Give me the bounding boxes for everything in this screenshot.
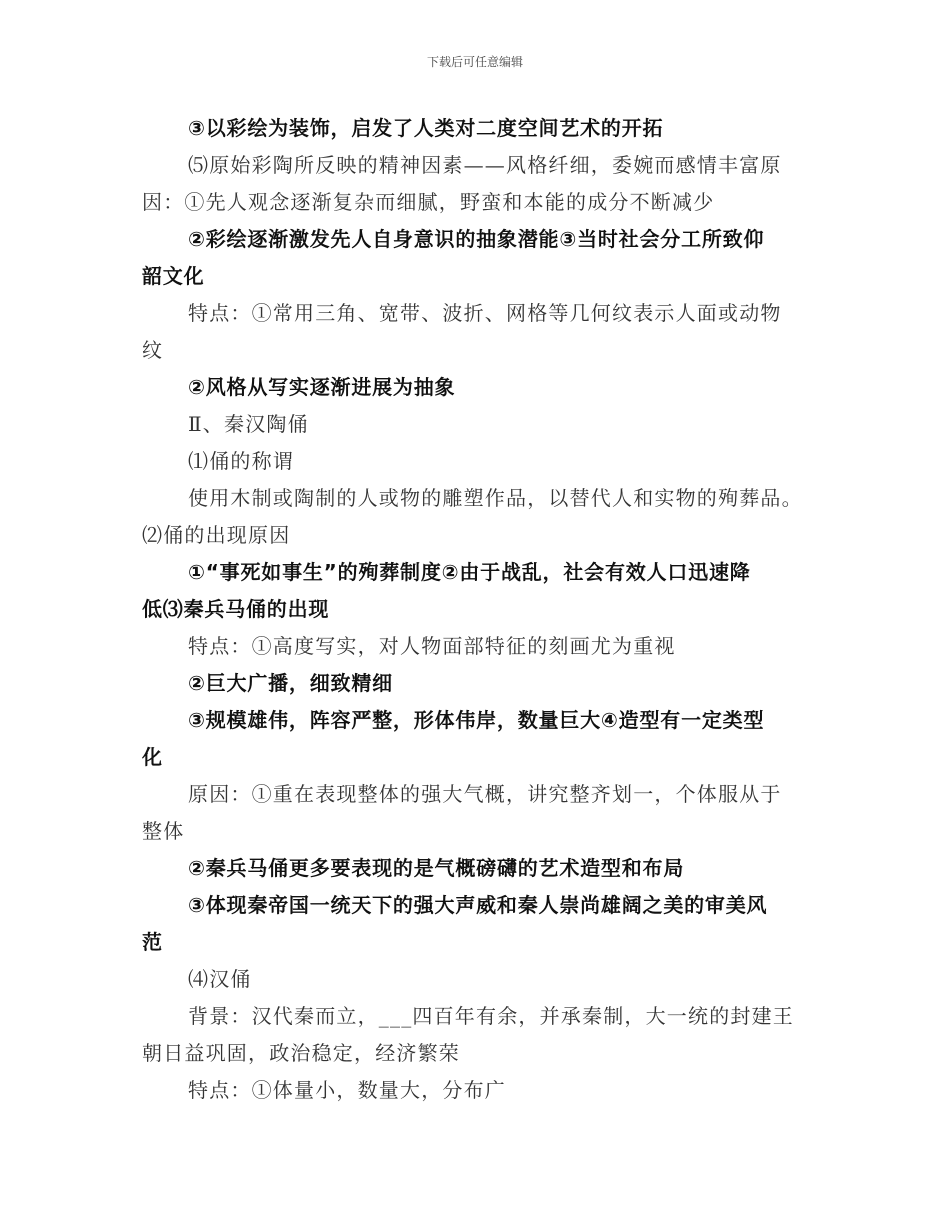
text-line: 化 — [142, 745, 163, 769]
text-line: ③规模雄伟，阵容严整，形体伟岸，数量巨大④造型有一定类型 — [188, 708, 765, 732]
subsection-heading: ⑴俑的称谓 — [188, 449, 294, 473]
text-line: ②巨大广播，细致精细 — [188, 671, 393, 695]
text-line: ⑸原始彩陶所反映的精神因素——风格纤细，委婉而感情丰富原 — [188, 153, 782, 177]
text-line: 使用木制或陶制的人或物的雕塑作品，以替代人和实物的殉葬品。 — [188, 486, 803, 510]
text-line: ③体现秦帝国一统天下的强大声威和秦人崇尚雄阔之美的审美风 — [188, 893, 768, 917]
subsection-heading: ⑵俑的出现原因 — [142, 523, 291, 547]
page-header: 下载后可任意编辑 — [426, 55, 523, 69]
section-heading: Ⅱ、秦汉陶俑 — [188, 412, 309, 436]
text-line: 整体 — [142, 819, 185, 843]
text-line: 背景：汉代秦而立，___四百年有余，并承秦制，大一统的封建王 — [188, 1004, 794, 1028]
text-line: 朝日益巩固，政治稳定，经济繁荣 — [142, 1041, 460, 1065]
text-line: 纹 — [142, 338, 164, 362]
text-line: ①“事死如事生”的殉葬制度②由于战乱，社会有效人口迅速降 — [188, 560, 751, 584]
text-line: 因：①先人观念逐渐复杂而细腻，野蛮和本能的成分不断减少 — [142, 190, 715, 214]
text-line: 原因：①重在表现整体的强大气概，讲究整齐划一，个体服从于 — [188, 782, 782, 806]
text-line: 范 — [142, 930, 163, 954]
text-line: 低⑶秦兵马俑的出现 — [142, 597, 330, 621]
text-line: ②彩绘逐渐激发先人自身意识的抽象潜能③当时社会分工所致仰 — [188, 227, 765, 251]
text-line: 韶文化 — [142, 264, 205, 288]
text-line: 特点：①高度写实，对人物面部特征的刻画尤为重视 — [188, 634, 676, 658]
document-body — [142, 110, 812, 1109]
text-line: 特点：①体量小，数量大，分布广 — [188, 1078, 506, 1102]
text-line: ②秦兵马俑更多要表现的是气概磅礴的艺术造型和布局 — [188, 856, 685, 880]
subsection-heading: ⑷汉俑 — [188, 967, 252, 991]
text-line: ③以彩绘为装饰，启发了人类对二度空间艺术的开拓 — [188, 116, 664, 140]
text-line: 特点：①常用三角、宽带、波折、网格等几何纹表示人面或动物 — [188, 301, 782, 325]
text-line: ②风格从写实逐渐进展为抽象 — [188, 375, 456, 399]
